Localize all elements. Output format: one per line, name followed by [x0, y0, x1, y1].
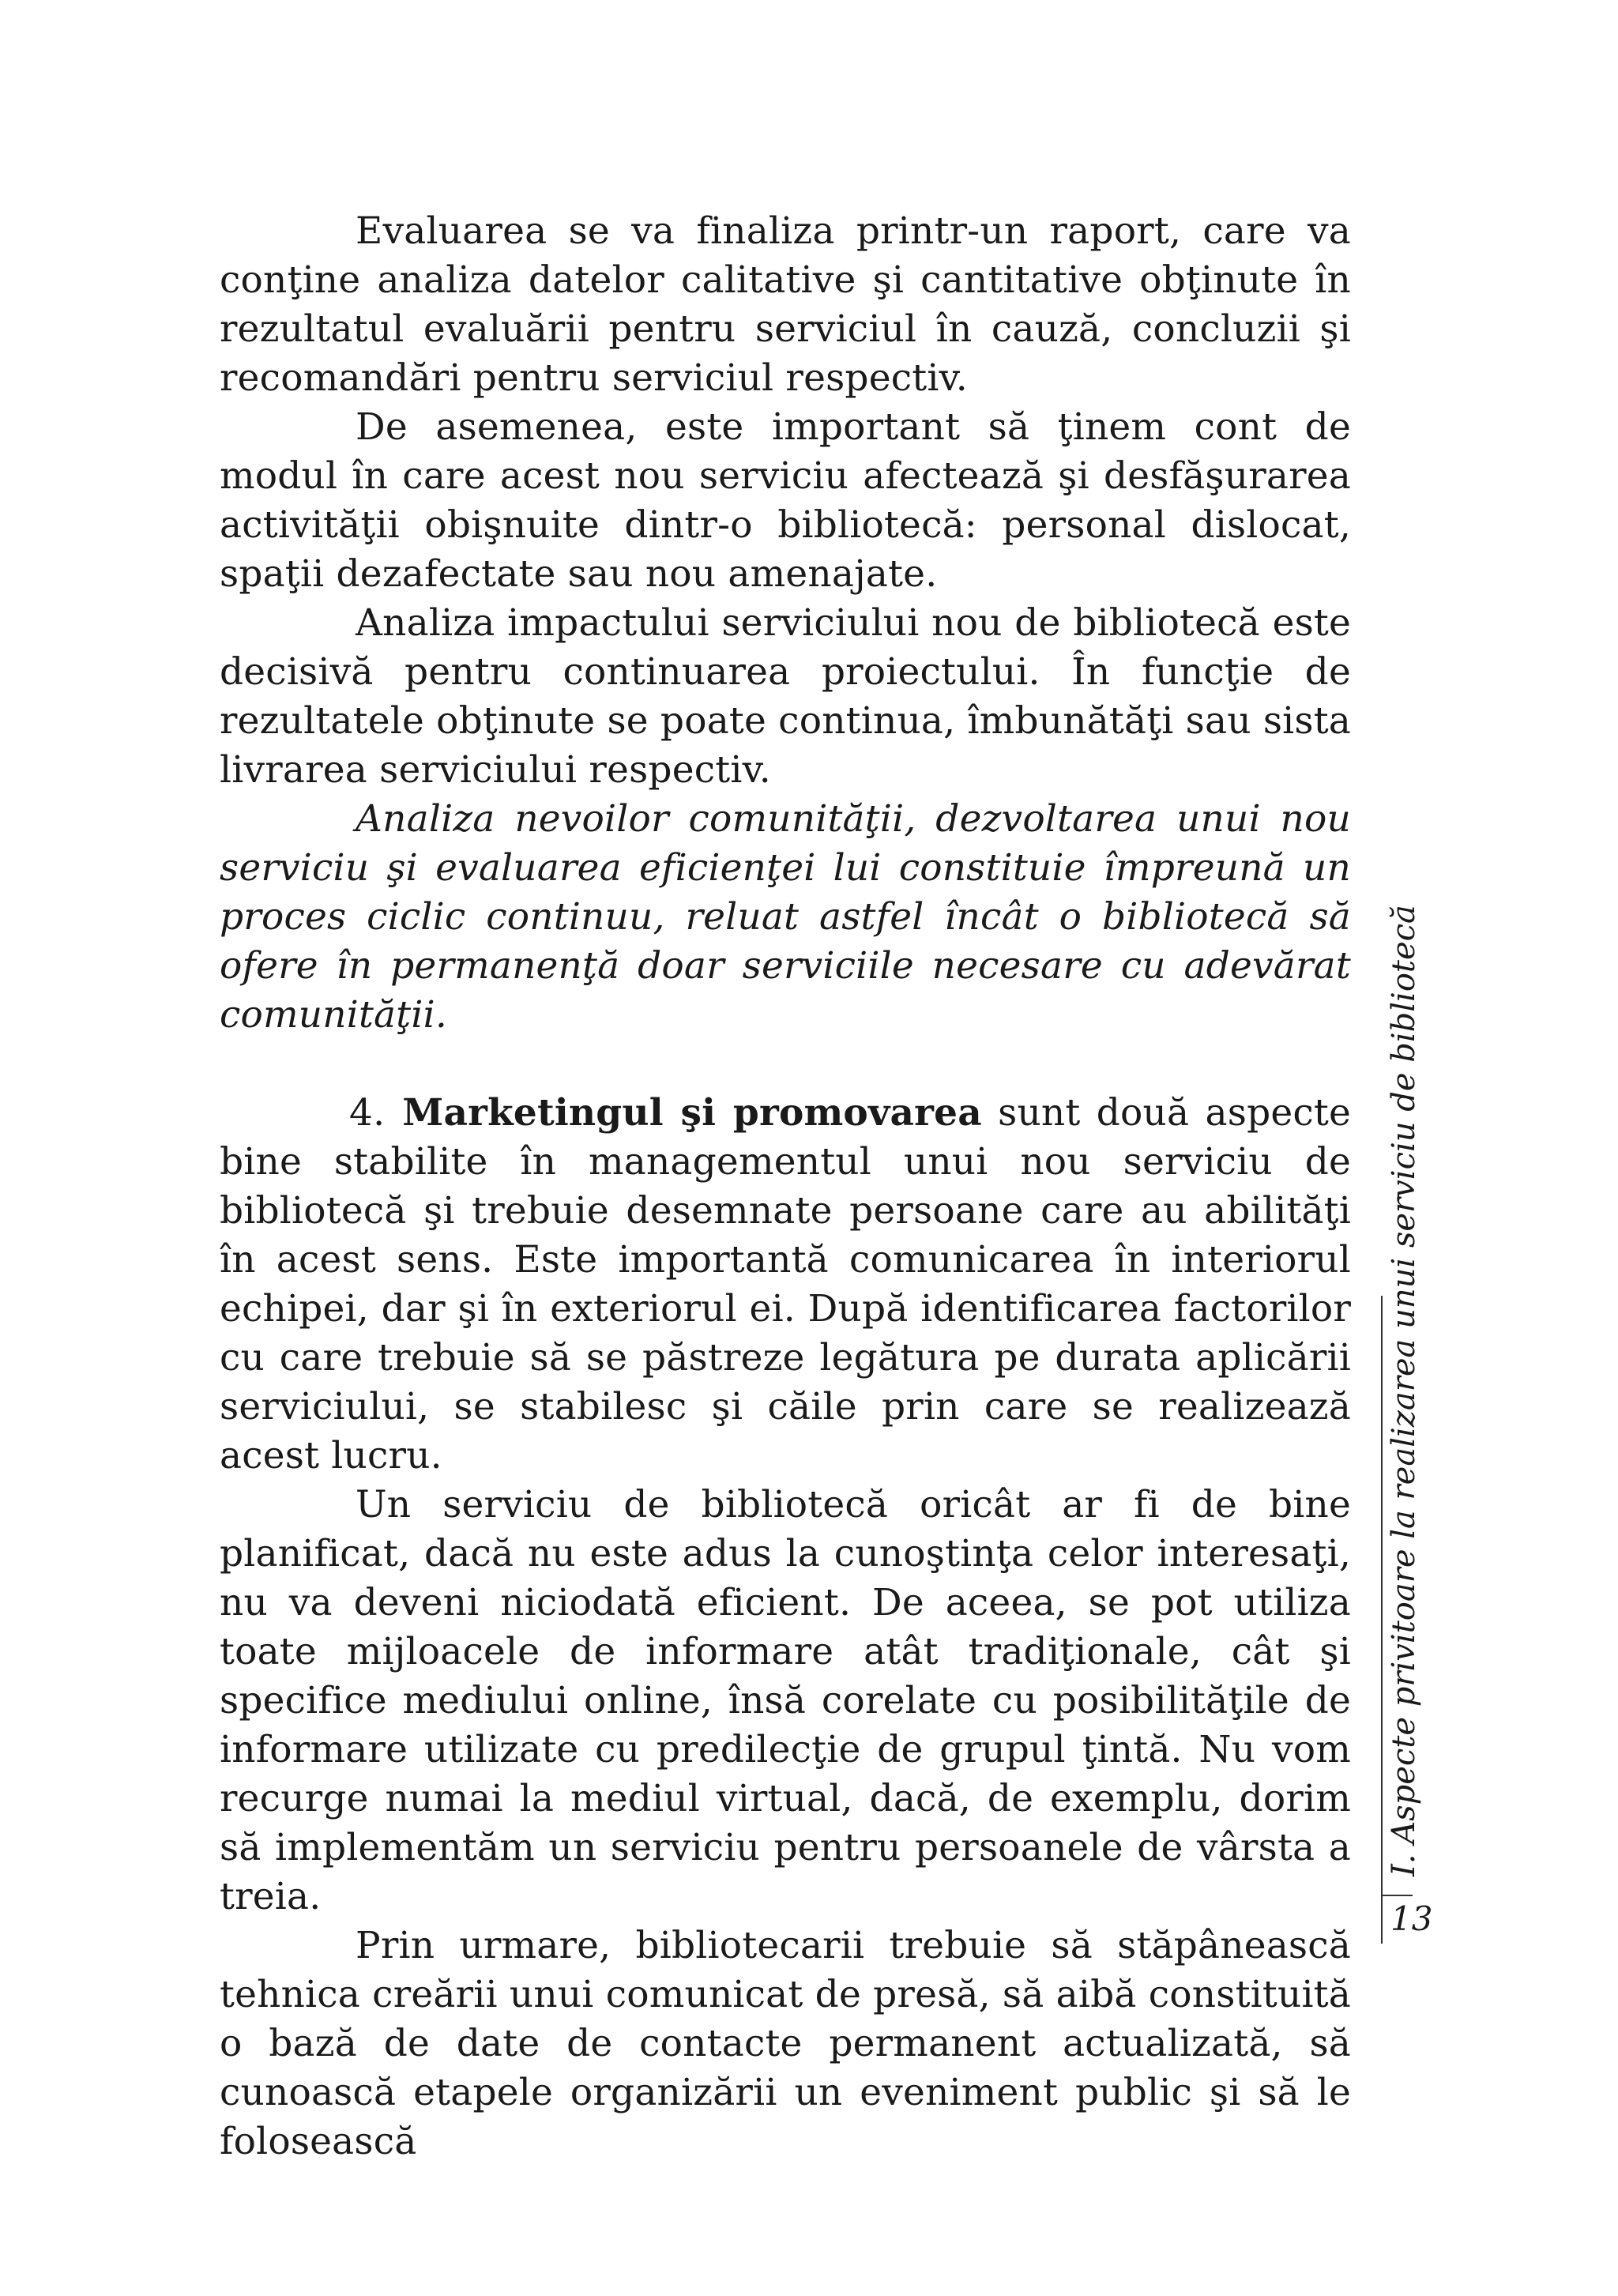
- paragraph-evaluation-report: Evaluarea se va finaliza printr-un raport, care va conţine analiza datelor calitative şi cantitative obţinute în rezultatul evaluării pentru serviciul în cauză, concluzii şi recomandări pentru serviciul respectiv.: [220, 209, 1351, 400]
- paragraph-cyclic-process: Analiza nevoilor comunităţii, dezvoltarea unui nou serviciu şi evaluarea eficienţei lui constituie împreună un proces ciclic continuu, reluat astfel încât o bibliotecă să ofere în permanenţă doar serviciile necesare cu adevărat comunităţii.: [220, 797, 1351, 1037]
- paragraph-impact-analysis: Analiza impactului serviciului nou de bibliotecă este decisivă pentru continuarea proiectului. În funcţie de rezultatele obţinute se poate continua, îmbunătăţi sau sista livrarea serviciului respectiv.: [220, 601, 1351, 792]
- paragraph-service-impact: De asemenea, este important să ţinem cont de modul în care acest nou serviciu afectează şi desfăşurarea activităţii obişnuite dintr-o bibliotecă: personal dislocat, spaţii dezafectate sau nou amenajate.: [220, 405, 1351, 596]
- running-header-rule: [1381, 1296, 1383, 1944]
- body-text: [220, 207, 1351, 2166]
- paragraph-service-awareness: Un serviciu de bibliotecă oricât ar fi de bine planificat, dacă nu este adus la cunoştinţa celor interesaţi, nu va deveni niciodată eficient. De aceea, se pot utiliza toate mijloacele de informare atât tradiţionale, cât şi specifice mediului online, însă corelate cu posibilităţile de informare utilizate cu predilecţie de grupul ţintă. Nu vom recurge numai la mediul virtual, dacă, de exemplu, dorim să implementăm un serviciu pentru persoanele de vârsta a treia.: [220, 1483, 1351, 1918]
- paragraph-marketing-text: sunt două aspecte bine stabilite în managementul unui nou serviciu de bibliotecă şi trebuie desemnate persoane care au abilităţi în acest sens. Este importantă comunicarea în interiorul echipei, dar şi în exteriorul ei. După identificarea factorilor cu care trebuie să se păstreze legătura pe durata aplicării serviciului, se stabilesc şi căile prin care se realizează acest lucru.: [220, 1091, 1351, 1477]
- page-number: 13: [1390, 1899, 1433, 1938]
- page-number-rule: [1381, 1895, 1413, 1896]
- paragraph-marketing: [220, 1089, 1351, 1481]
- paragraph-librarian-skills: Prin urmare, bibliotecarii trebuie să stăpânească tehnica creării unui comunicat de presă, să aibă constituită o bază de date de contacte permanent actualizată, să cunoască etapele organizării un eveniment public şi să le folosească: [220, 1924, 1351, 2163]
- section-number: 4.: [349, 1091, 386, 1135]
- running-header-title: I. Aspecte privitoare la realizarea unui serviciu de bibliotecă: [1386, 905, 1422, 1876]
- section-heading-bold: Marketingul şi promovarea: [402, 1091, 982, 1135]
